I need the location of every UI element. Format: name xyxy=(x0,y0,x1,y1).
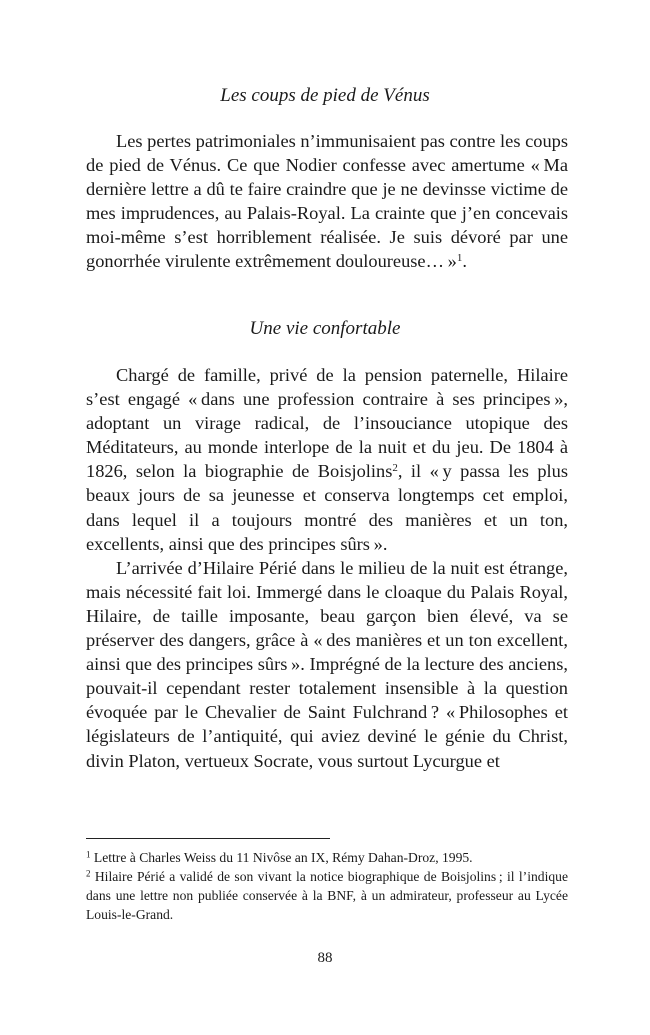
paragraph-text-end: , il « y passa les plus beaux jours de sa jeunesse et conserva longtemps cet emploi, dans lequel il a toujours montré des manières et un ton, excellents, ainsi que des principes sûrs ». xyxy=(86,461,568,554)
footnote-separator xyxy=(86,838,330,839)
footnote-reference[interactable]: 2 xyxy=(392,462,398,475)
paragraph xyxy=(86,363,568,556)
footnote-text: Hilaire Périé a validé de son vivant la notice biographique de Boisjolins ; il l’indique dans une lettre non publiée conservée à la BNF, à un admirateur, professeur au Lycée Louis-le-Grand. xyxy=(86,869,568,922)
footnotes xyxy=(86,848,568,924)
page-number: 88 xyxy=(317,950,333,966)
footnote-number: 1 xyxy=(86,849,91,860)
section-heading-confortable: Une vie confortable xyxy=(249,318,401,339)
paragraph: L’arrivée d’Hilaire Périé dans le milieu de la nuit est étrange, mais nécessité fait loi. Immergé dans le cloaque du Palais Royal, Hilaire, de taille imposante, beau garçon bien élevé, va se préserver des dangers, grâce à « des manières et un ton excellent, ainsi que des principes sûrs ». Imprégné de la lecture des anciens, pouvait-il cependant rester totalement insensible à la question évoquée par le Chevalier de Saint Fulchrand ? « Philosophes et législateurs de l’antiquité, qui aviez deviné le génie du Christ, divin Platon, vertueux Socrate, vous surtout Lycurgue et xyxy=(86,557,568,771)
footnote xyxy=(86,867,568,924)
section-body-confortable xyxy=(86,363,568,773)
paragraph-text-end: . xyxy=(462,251,467,272)
paragraph-text: Chargé de famille, privé de la pension paternelle, Hilaire s’est engagé « dans une profession contraire à ses principes », adoptant un virage radical, de l’insouciance utopique des Méditateurs, au monde interlope de la nuit et du jeu. De 1804 à 1826, selon la biographie de Boisjolins xyxy=(86,365,568,482)
footnote-reference[interactable]: 1 xyxy=(456,252,463,265)
section-body-venus xyxy=(86,129,568,274)
section-heading-venus: Les coups de pied de Vénus xyxy=(220,85,430,106)
paragraph xyxy=(86,129,568,274)
footnote-number: 2 xyxy=(86,868,91,879)
footnote xyxy=(86,848,568,867)
footnote-text: Lettre à Charles Weiss du 11 Nivôse an IX, Rémy Dahan-Droz, 1995. xyxy=(93,850,473,865)
paragraph-text: Les pertes patrimoniales n’immunisaient pas contre les coups de pied de Vénus. Ce que Nodier confesse avec amertume « Ma dernière lettre a dû te faire craindre que je ne devinsse victime de mes imprudences, au Palais-Royal. La crainte que j’en concevais moi-même s’est horriblement réalisée. Je suis dévoré par une gonorrhée virulente extrêmement douloureuse… » xyxy=(86,131,568,272)
